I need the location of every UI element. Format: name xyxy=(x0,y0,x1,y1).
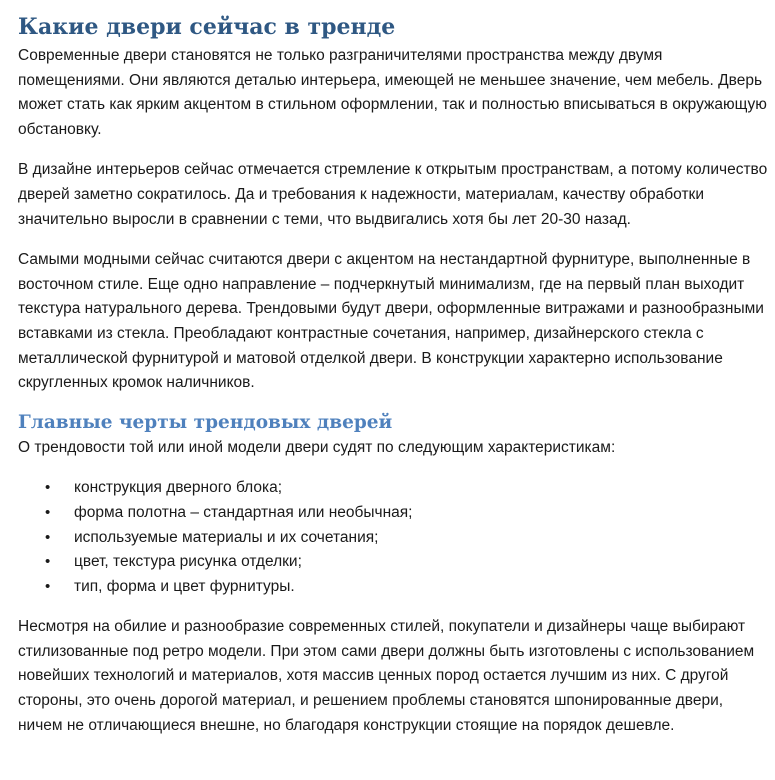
bullet-icon: • xyxy=(45,479,51,497)
list-item xyxy=(18,501,768,526)
list-item xyxy=(18,550,768,575)
conclusion-paragraph: Несмотря на обилие и разнообразие современных стилей, покупатели и дизайнеры чаще выбирают стилизованные под ретро модели. При этом сами двери должны быть изготовлены с использованием новейших технологий и материалов, хотя массив ценных пород остается лучшим из них. С другой стороны, это очень дорогой материал, и решением проблемы становятся шпонированные двери, ничем не отличающиеся внешне, но благодаря конструкции стоящие на порядок дешевле. xyxy=(18,618,755,734)
list-item xyxy=(18,526,768,551)
bullet-icon: • xyxy=(45,553,51,571)
list-item-text: тип, форма и цвет фурнитуры. xyxy=(74,577,295,595)
fashion-trends-paragraph: Самыми модными сейчас считаются двери с акцентом на нестандартной фурнитуре, выполненные в восточном стиле. Еще одно направление – подчеркнутый минимализм, где на первый план выходит текстура натурального дерева. Трендовыми будут двери, оформленные витражами и разнообразными вставками из стекла. Преобладают контрастные сочетания, например, дизайнерского стекла с металлической фурнитурой и матовой отделкой двери. В конструкции характерно использование скругленных кромок наличников. xyxy=(18,251,764,392)
list-item-text: используемые материалы и их сочетания; xyxy=(74,528,379,546)
bullet-icon: • xyxy=(45,577,51,595)
article xyxy=(18,0,768,738)
section-header xyxy=(18,410,768,436)
list-item-text: форма полотна – стандартная или необычная; xyxy=(74,503,413,521)
list-item-text: цвет, текстура рисунка отделки; xyxy=(74,553,302,571)
interior-design-paragraph: В дизайне интерьеров сейчас отмечается стремление к открытым пространствам, а потому количество дверей заметно сократилось. Да и требования к надежности, материалам, качеству обработки значительно выросли в сравнении с теми, что выдвигались хотя бы лет 20-30 назад. xyxy=(18,161,768,228)
bullet-icon: • xyxy=(45,503,51,521)
features-list xyxy=(18,476,768,599)
section-title: Главные черты трендовых дверей xyxy=(18,411,393,433)
intro-paragraph: Современные двери становятся не только разграничителями пространства между двумя помещениями. Они являются деталью интерьера, имеющей не меньшее значение, чем мебель. Дверь может стать как ярким акцентом в стильном оформлении, так и полностью вписываться в окружающую обстановку. xyxy=(18,47,767,138)
list-intro-paragraph: О трендовости той или иной модели двери судят по следующим характеристикам: xyxy=(18,438,616,456)
list-item xyxy=(18,476,768,501)
list-item xyxy=(18,575,768,600)
bullet-icon: • xyxy=(45,528,51,546)
article-title: Какие двери сейчас в тренде xyxy=(18,14,396,40)
list-item-text: конструкция дверного блока; xyxy=(74,479,283,497)
